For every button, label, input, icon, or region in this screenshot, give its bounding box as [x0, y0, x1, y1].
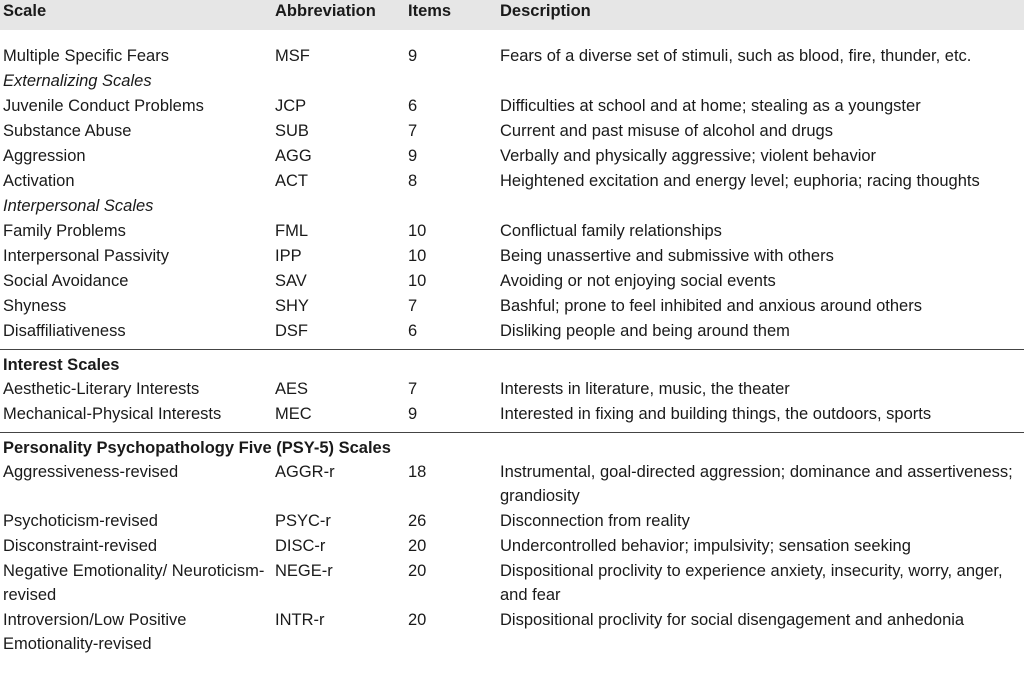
table-row — [0, 319, 1024, 350]
items-cell: 9 — [408, 47, 418, 65]
scale-cell: Disaffiliativeness — [3, 322, 126, 340]
description-cell: Instrumental, goal-directed aggression; dominance and assertiveness; grandiosity — [500, 463, 1013, 505]
header-abbreviation: Abbreviation — [272, 0, 405, 30]
description-cell: Avoiding or not enjoying social events — [500, 272, 776, 290]
description-cell: Undercontrolled behavior; impulsivity; sensation seeking — [500, 537, 911, 555]
table-row — [0, 608, 1024, 657]
items-cell: 7 — [408, 297, 418, 315]
table-row — [0, 169, 1024, 194]
items-cell: 7 — [408, 380, 418, 398]
scale-cell: Psychoticism-revised — [3, 512, 158, 530]
subheading-row — [0, 194, 1024, 219]
scale-cell: Family Problems — [3, 222, 126, 240]
abbreviation-cell: DISC-r — [275, 537, 326, 555]
abbreviation-cell: SUB — [275, 122, 309, 140]
description-cell: Current and past misuse of alcohol and drugs — [500, 122, 833, 140]
items-cell: 7 — [408, 122, 418, 140]
header-row — [0, 0, 1024, 30]
description-cell: Verbally and physically aggressive; violent behavior — [500, 147, 877, 165]
items-cell: 10 — [408, 272, 427, 290]
description-cell: Fears of a diverse set of stimuli, such as blood, fire, thunder, etc. — [500, 47, 972, 65]
scale-cell: Negative Emotionality/ Neuroticism-revised — [3, 562, 265, 604]
abbreviation-cell: SAV — [275, 272, 307, 290]
items-cell: 6 — [408, 322, 418, 340]
table-header — [0, 0, 1024, 30]
scale-cell: Juvenile Conduct Problems — [3, 97, 204, 115]
items-cell: 6 — [408, 97, 418, 115]
abbreviation-cell: MSF — [275, 47, 310, 65]
description-cell: Being unassertive and submissive with others — [500, 247, 834, 265]
scale-cell: Social Avoidance — [3, 272, 129, 290]
header-spacer — [0, 30, 1024, 44]
table-row — [0, 402, 1024, 433]
table-row — [0, 144, 1024, 169]
abbreviation-cell: MEC — [275, 405, 312, 423]
items-cell: 20 — [408, 537, 427, 555]
items-cell: 10 — [408, 222, 427, 240]
table-row — [0, 509, 1024, 534]
table-row — [0, 244, 1024, 269]
table-row — [0, 44, 1024, 69]
description-cell: Difficulties at school and at home; stealing as a youngster — [500, 97, 921, 115]
abbreviation-cell: AES — [275, 380, 309, 398]
abbreviation-cell: DSF — [275, 322, 308, 340]
description-cell: Conflictual family relationships — [500, 222, 722, 240]
scale-cell: Shyness — [3, 297, 67, 315]
table-row — [0, 377, 1024, 402]
scale-cell: Aggression — [3, 147, 86, 165]
section-heading: Interest Scales — [0, 350, 1024, 378]
scale-cell: Mechanical-Physical Interests — [3, 405, 222, 423]
abbreviation-cell: SHY — [275, 297, 309, 315]
abbreviation-cell: ACT — [275, 172, 308, 190]
table-row — [0, 94, 1024, 119]
header-scale: Scale — [0, 0, 272, 30]
scale-cell: Disconstraint-revised — [3, 537, 158, 555]
items-cell: 10 — [408, 247, 427, 265]
table-body — [0, 30, 1024, 657]
description-cell: Bashful; prone to feel inhibited and anxious around others — [500, 297, 922, 315]
items-cell: 9 — [408, 147, 418, 165]
description-cell: Heightened excitation and energy level; euphoria; racing thoughts — [500, 172, 980, 190]
subheading-row — [0, 69, 1024, 94]
scale-cell: Activation — [3, 172, 75, 190]
table-row — [0, 460, 1024, 509]
table-row — [0, 269, 1024, 294]
section-heading: Personality Psychopathology Five (PSY-5) Scales — [0, 433, 1024, 461]
items-cell: 18 — [408, 463, 427, 481]
items-cell: 20 — [408, 562, 427, 580]
subheading: Externalizing Scales — [3, 72, 152, 90]
scale-cell: Interpersonal Passivity — [3, 247, 169, 265]
abbreviation-cell: AGG — [275, 147, 312, 165]
abbreviation-cell: FML — [275, 222, 308, 240]
abbreviation-cell: PSYC-r — [275, 512, 331, 530]
description-cell: Disliking people and being around them — [500, 322, 790, 340]
section-heading-row — [0, 433, 1024, 461]
abbreviation-cell: IPP — [275, 247, 302, 265]
abbreviation-cell: AGGR-r — [275, 463, 335, 481]
abbreviation-cell: JCP — [275, 97, 307, 115]
subheading: Interpersonal Scales — [3, 197, 154, 215]
scale-cell: Multiple Specific Fears — [3, 47, 169, 65]
table-row — [0, 559, 1024, 608]
items-cell: 20 — [408, 611, 427, 629]
table-row — [0, 534, 1024, 559]
description-cell: Interested in fixing and building things, the outdoors, sports — [500, 405, 932, 423]
abbreviation-cell: INTR-r — [275, 611, 325, 629]
section-heading-row — [0, 350, 1024, 378]
scale-cell: Substance Abuse — [3, 122, 132, 140]
table-row — [0, 294, 1024, 319]
scale-cell: Introversion/Low Positive Emotionality-revised — [3, 611, 187, 653]
table-row — [0, 119, 1024, 144]
table-row — [0, 219, 1024, 244]
description-cell: Dispositional proclivity for social disengagement and anhedonia — [500, 611, 965, 629]
header-items: Items — [405, 0, 497, 30]
items-cell: 9 — [408, 405, 418, 423]
scale-cell: Aesthetic-Literary Interests — [3, 380, 200, 398]
items-cell: 8 — [408, 172, 418, 190]
description-cell: Dispositional proclivity to experience anxiety, insecurity, worry, anger, and fear — [500, 562, 1003, 604]
description-cell: Interests in literature, music, the theater — [500, 380, 790, 398]
abbreviation-cell: NEGE-r — [275, 562, 333, 580]
items-cell: 26 — [408, 512, 427, 530]
scale-cell: Aggressiveness-revised — [3, 463, 179, 481]
description-cell: Disconnection from reality — [500, 512, 690, 530]
header-description: Description — [497, 0, 1024, 30]
